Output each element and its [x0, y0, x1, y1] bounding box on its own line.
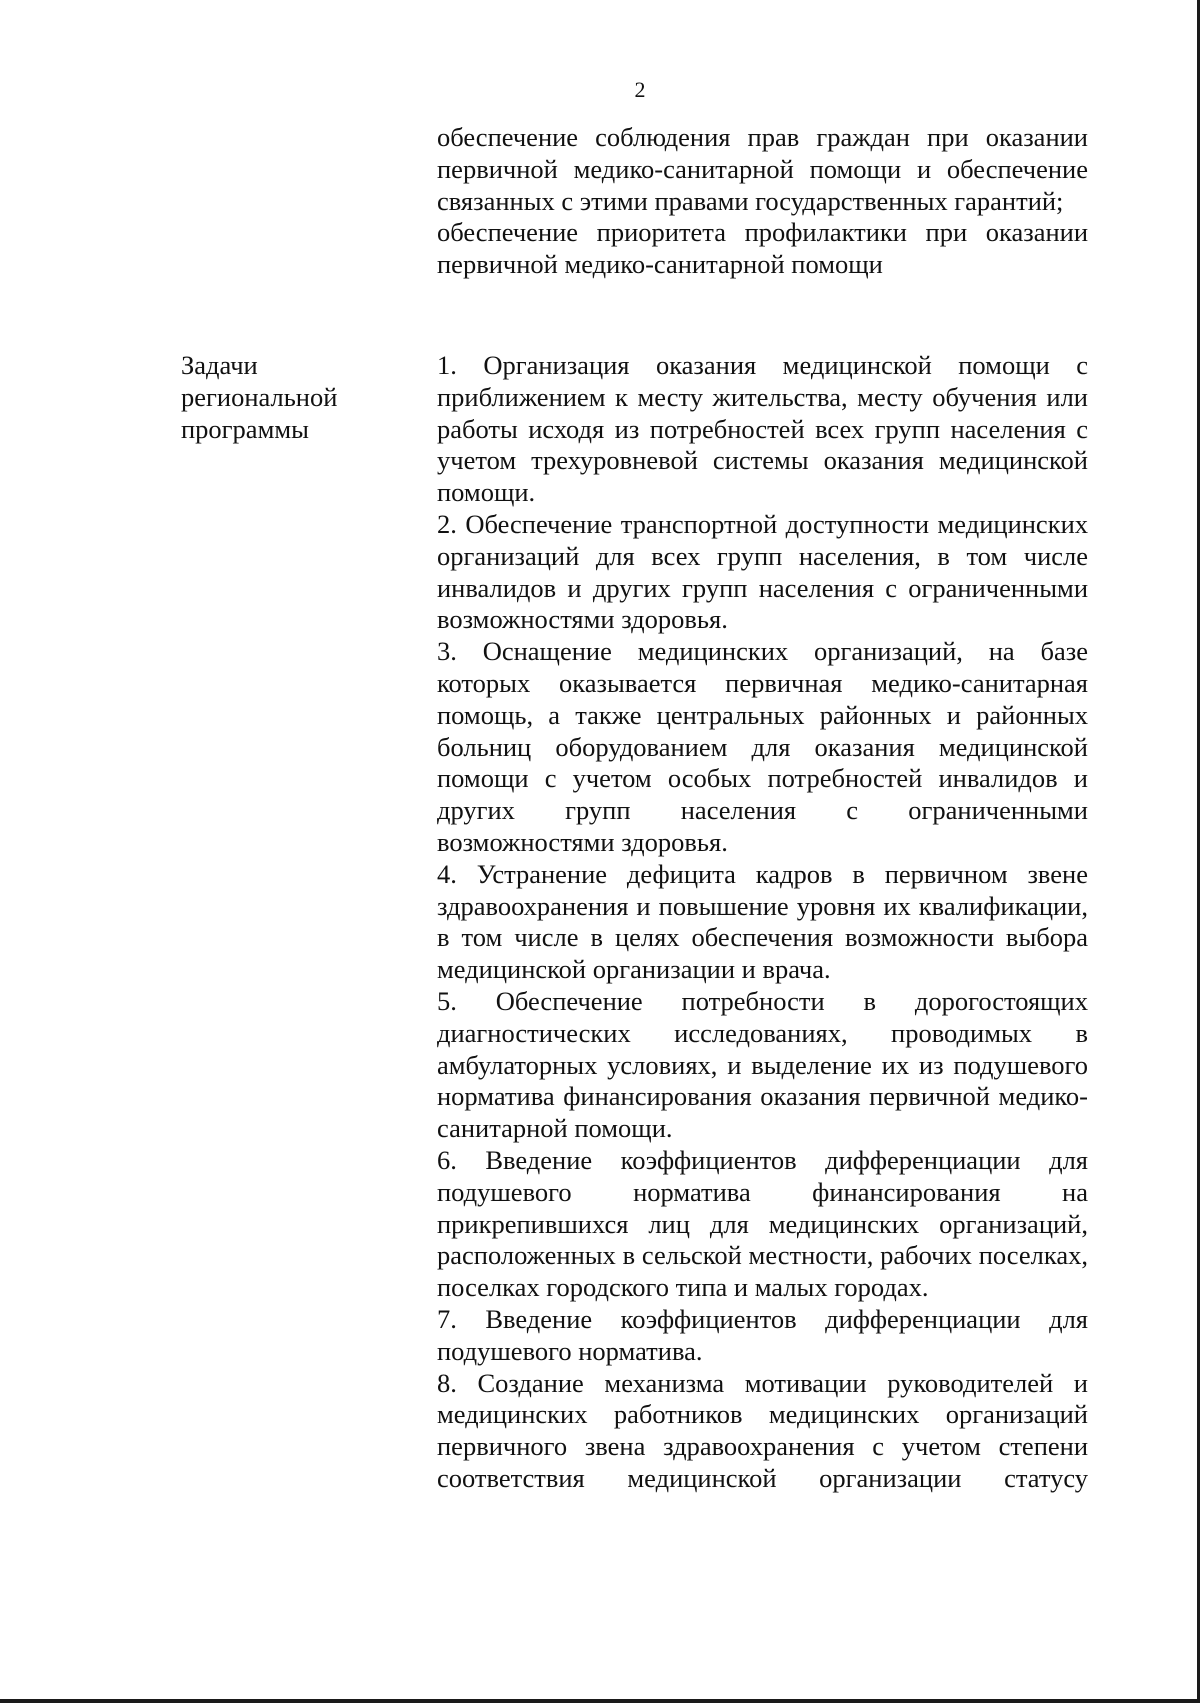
task-item: 2. Обеспечение транспортной доступности медицинских организаций для всех групп населения, в том числе инвалидов и других групп населения с ограниченными возможностями здоровья.	[437, 508, 1088, 635]
tasks-list	[437, 350, 1088, 1495]
task-item: 5. Обеспечение потребности в дорогостоящих диагностических исследованиях, проводимых в амбулаторных условиях, и выделение их из подушевого норматива финансирования оказания первичной медико-санитарной помощи.	[437, 985, 1088, 1144]
tasks-label-line: региональной	[181, 381, 338, 412]
scan-edge-bottom	[0, 1699, 1200, 1703]
page-number: 2	[634, 77, 646, 102]
tasks-label	[181, 350, 411, 445]
task-item: 3. Оснащение медицинских организаций, на базе которых оказывается первичная медико-санитарная помощь, а также центральных районных и районных больниц оборудованием для оказания медицинской помощи с учетом особых потребностей инвалидов и других групп населения с ограниченными возможностями здоровья.	[437, 636, 1088, 857]
task-item: 6. Введение коэффициентов дифференциации для подушевого норматива финансирования на прикрепившихся лиц для медицинских организаций, расположенных в сельской местности, рабочих поселках, поселках городского типа и малых городах.	[437, 1144, 1088, 1303]
task-item: 1. Организация оказания медицинской помощи с приближением к месту жительства, месту обучения или работы исходя из потребностей всех групп населения с учетом трехуровневой системы оказания медицинской помощи.	[437, 350, 1088, 508]
tasks-label-line: Задачи	[181, 350, 258, 380]
goals-continuation	[437, 122, 1088, 281]
goal-paragraph: обеспечение соблюдения прав граждан при оказании первичной медико-санитарной помощи и обеспечение связанных с этими правами государственных гарантий;	[437, 122, 1088, 216]
task-item: 7. Введение коэффициентов дифференциации для подушевого норматива.	[437, 1303, 1088, 1366]
task-item: 4. Устранение дефицита кадров в первичном звене здравоохранения и повышение уровня их квалификации, в том числе в целях обеспечения возможности выбора медицинской организации и врача.	[437, 858, 1088, 985]
tasks-label-line: программы	[181, 413, 309, 444]
task-item: 8. Создание механизма мотивации руководителей и медицинских работников медицинских организаций первичного звена здравоохранения с учетом степени соответствия медицинской организации статусу	[437, 1367, 1088, 1493]
goal-paragraph: обеспечение приоритета профилактики при оказании первичной медико-санитарной помощи	[437, 217, 1088, 280]
